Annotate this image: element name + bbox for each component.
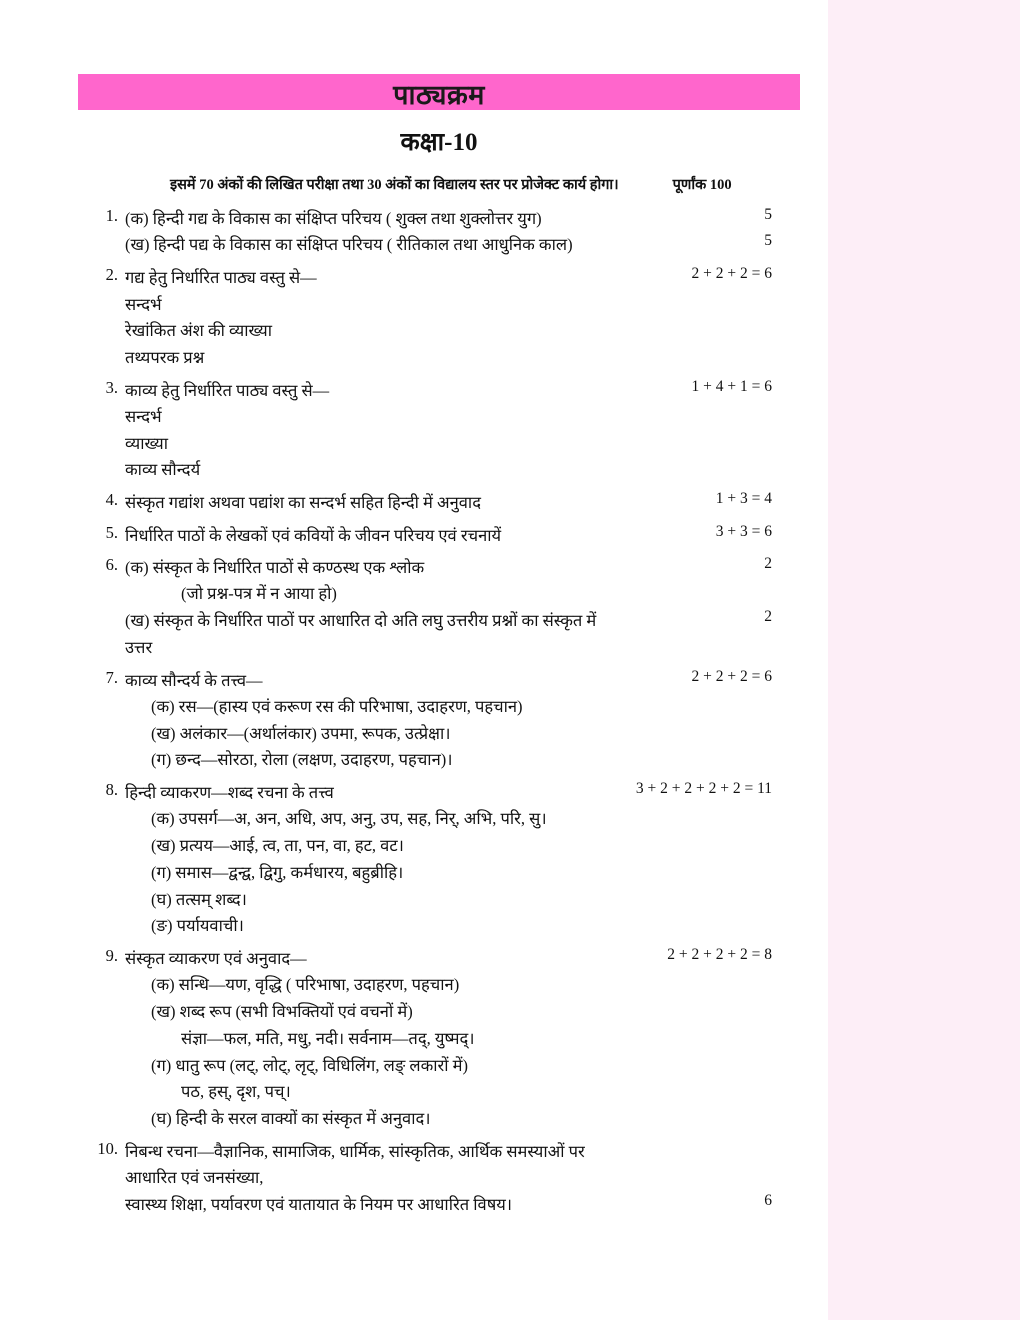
subitem-body xyxy=(125,887,622,914)
subitem-marks xyxy=(622,913,800,940)
syllabus-subrow xyxy=(78,457,800,484)
subitem-text: पठ, हस्, दृश, पच्। xyxy=(181,1082,291,1102)
subitem-marks xyxy=(622,747,800,774)
subitem-marks xyxy=(622,806,800,833)
subitem-marks xyxy=(622,999,800,1026)
subitem-body xyxy=(125,608,622,661)
item-number: 7. xyxy=(105,667,118,687)
item-marks: 2 xyxy=(764,554,772,572)
subitem-number-spacer xyxy=(78,860,125,887)
subitem-body xyxy=(125,292,622,319)
syllabus-subrow xyxy=(78,860,800,887)
page-title: पाठ्यक्रम xyxy=(393,80,485,110)
subitem-text: व्याख्या xyxy=(125,433,168,453)
subitem-body xyxy=(125,860,622,887)
subitem-number-spacer xyxy=(78,345,125,372)
syllabus-subrow xyxy=(78,404,800,431)
syllabus-subrow xyxy=(78,1106,800,1133)
syllabus-subrow xyxy=(78,608,800,661)
subitem-body xyxy=(125,404,622,431)
subitem-body xyxy=(125,1079,622,1106)
subitem-text: सन्दर्भ xyxy=(125,294,162,314)
subitem-body xyxy=(125,232,622,259)
subitem-number-spacer xyxy=(78,806,125,833)
subitem-body xyxy=(125,1053,622,1080)
subitem-number-spacer xyxy=(78,1106,125,1133)
item-body xyxy=(125,549,622,581)
subitem-number-spacer xyxy=(78,999,125,1026)
syllabus-row xyxy=(78,549,800,581)
syllabus-subrow xyxy=(78,318,800,345)
subitem-body xyxy=(125,972,622,999)
item-main-text: (क) हिन्दी गद्य के विकास का संक्षिप्त परिचय ( शुक्ल तथा शुक्लोत्तर युग) xyxy=(125,209,542,228)
item-main-text: निबन्ध रचना—वैज्ञानिक, सामाजिक, धार्मिक, सांस्कृतिक, आर्थिक समस्याओं पर आधारित एवं जनसंख्या, xyxy=(125,1141,585,1188)
item-body xyxy=(125,662,622,694)
syllabus-subrow xyxy=(78,747,800,774)
syllabus-subrow xyxy=(78,972,800,999)
title-banner xyxy=(78,74,800,110)
syllabus-subrow xyxy=(78,345,800,372)
item-marks: 2 + 2 + 2 = 6 xyxy=(691,667,772,685)
item-number: 5. xyxy=(105,522,118,542)
subitem-number-spacer xyxy=(78,232,125,259)
item-body xyxy=(125,774,622,806)
item-marks: 5 xyxy=(764,206,772,223)
page-margin-strip xyxy=(828,0,1020,1320)
subitem-body xyxy=(125,913,622,940)
subitem-body xyxy=(125,721,622,748)
subitem-marks: 6 xyxy=(764,1191,772,1209)
subitem-body xyxy=(125,694,622,721)
subitem-body xyxy=(125,581,622,608)
syllabus-row xyxy=(78,662,800,694)
subitem-body xyxy=(125,457,622,484)
subitem-marks xyxy=(622,581,800,608)
item-number: 6. xyxy=(105,554,118,574)
subitem-number-spacer xyxy=(78,1053,125,1080)
syllabus-subrow xyxy=(78,232,800,259)
item-number: 1. xyxy=(105,206,118,225)
subitem-number-spacer xyxy=(78,1026,125,1053)
subitem-text: सन्दर्भ xyxy=(125,407,162,427)
subitem-text: (ङ) पर्यायवाची। xyxy=(151,916,244,936)
item-marks: 1 + 4 + 1 = 6 xyxy=(691,377,772,395)
item-marks: 1 + 3 = 4 xyxy=(715,490,772,508)
item-main-text: निर्धारित पाठों के लेखकों एवं कवियों के जीवन परिचय एवं रचनायें xyxy=(125,525,502,545)
subitem-number-spacer xyxy=(78,581,125,608)
syllabus-subrow xyxy=(78,1053,800,1080)
subitem-marks xyxy=(622,972,800,999)
item-body xyxy=(125,517,622,549)
subitem-marks xyxy=(622,860,800,887)
subitem-body xyxy=(125,318,622,345)
subitem-text: (ख) शब्द रूप (सभी विभक्तियों एवं वचनों में) xyxy=(151,1002,413,1022)
subitem-text: (घ) तत्सम् शब्द। xyxy=(151,889,247,909)
subitem-text: (घ) हिन्दी के सरल वाक्यों का संस्कृत में अनुवाद। xyxy=(151,1109,431,1129)
subitem-marks xyxy=(622,1026,800,1053)
subitem-number-spacer xyxy=(78,404,125,431)
subitem-text: (क) उपसर्ग—अ, अन, अधि, अप, अनु, उप, सह, निर्, अभि, परि, सु। xyxy=(151,809,547,829)
subitem-number-spacer xyxy=(78,913,125,940)
subitem-marks xyxy=(622,431,800,458)
subitem-body xyxy=(125,1192,622,1219)
item-main-text: हिन्दी व्याकरण—शब्द रचना के तत्त्व xyxy=(125,783,334,803)
item-marks xyxy=(622,1133,800,1192)
item-main-text: संस्कृत व्याकरण एवं अनुवाद— xyxy=(125,949,307,969)
subitem-marks xyxy=(622,345,800,372)
total-marks-label: पूर्णांक 100 xyxy=(672,177,732,193)
syllabus-subrow xyxy=(78,1192,800,1219)
subitem-number-spacer xyxy=(78,292,125,319)
subitem-marks xyxy=(622,721,800,748)
subitem-number-spacer xyxy=(78,972,125,999)
subitem-number-spacer xyxy=(78,721,125,748)
item-body xyxy=(125,1133,622,1192)
item-marks: 2 + 2 + 2 = 6 xyxy=(691,265,772,283)
item-body xyxy=(125,259,622,291)
subitem-text: (क) रस—(हास्य एवं करूण रस की परिभाषा, उदाहरण, पहचान) xyxy=(151,696,523,716)
syllabus-subrow xyxy=(78,292,800,319)
syllabus-subrow xyxy=(78,1026,800,1053)
subitem-number-spacer xyxy=(78,747,125,774)
subitem-number-spacer xyxy=(78,431,125,458)
item-body xyxy=(125,206,622,232)
item-body xyxy=(125,484,622,516)
syllabus-row xyxy=(78,1133,800,1192)
item-main-text: संस्कृत गद्यांश अथवा पद्यांश का सन्दर्भ सहित हिन्दी में अनुवाद xyxy=(125,493,481,513)
item-number: 3. xyxy=(105,377,118,397)
syllabus-row xyxy=(78,484,800,516)
item-body xyxy=(125,940,622,972)
subitem-number-spacer xyxy=(78,457,125,484)
item-main-text: गद्य हेतु निर्धारित पाठ्य वस्तु से— xyxy=(125,268,317,288)
syllabus-subrow xyxy=(78,913,800,940)
item-main-text: काव्य सौन्दर्य के तत्त्व— xyxy=(125,670,263,690)
item-number: 10. xyxy=(97,1138,118,1158)
subitem-number-spacer xyxy=(78,1192,125,1219)
syllabus-subrow xyxy=(78,806,800,833)
subitem-text: (ख) हिन्दी पद्य के विकास का संक्षिप्त परिचय ( रीतिकाल तथा आधुनिक काल) xyxy=(125,235,573,255)
syllabus-subrow xyxy=(78,887,800,914)
syllabus-subrow xyxy=(78,1079,800,1106)
subitem-body xyxy=(125,999,622,1026)
subitem-number-spacer xyxy=(78,608,125,661)
subitem-body xyxy=(125,833,622,860)
subitem-text: (ग) छन्द—सोरठा, रोला (लक्षण, उदाहरण, पहचान)। xyxy=(151,750,453,770)
syllabus-row xyxy=(78,517,800,549)
subitem-text: (क) सन्धि—यण, वृद्धि ( परिभाषा, उदाहरण, पहचान) xyxy=(151,975,460,995)
subitem-text: संज्ञा—फल, मति, मधु, नदी। सर्वनाम—तद्, युष्मद्। xyxy=(181,1028,475,1048)
subitem-text: स्वास्थ्य शिक्षा, पर्यावरण एवं यातायात के नियम पर आधारित विषय। xyxy=(125,1194,513,1214)
exam-note-row xyxy=(78,174,800,194)
subitem-marks xyxy=(622,1106,800,1133)
item-main-text: (क) संस्कृत के निर्धारित पाठों से कण्ठस्थ एक श्लोक xyxy=(125,557,425,577)
item-number: 2. xyxy=(105,265,118,285)
item-number: 4. xyxy=(105,490,118,510)
subitem-text: रेखांकित अंश की व्याख्या xyxy=(125,321,272,341)
subitem-number-spacer xyxy=(78,833,125,860)
subitem-number-spacer xyxy=(78,1079,125,1106)
syllabus-subrow xyxy=(78,581,800,608)
syllabus-subrow xyxy=(78,694,800,721)
subitem-marks: 5 xyxy=(764,232,772,250)
item-body xyxy=(125,372,622,404)
subitem-text: (जो प्रश्न-पत्र में न आया हो) xyxy=(181,584,337,604)
class-subtitle: कक्षा-10 xyxy=(400,129,478,156)
subitem-number-spacer xyxy=(78,318,125,345)
syllabus-subrow xyxy=(78,721,800,748)
subitem-text: (ख) संस्कृत के निर्धारित पाठों पर आधारित दो अति लघु उत्तरीय प्रश्नों का संस्कृत में उत्तर xyxy=(125,611,597,657)
item-marks: 3 + 2 + 2 + 2 + 2 = 11 xyxy=(635,780,772,798)
subitem-body xyxy=(125,806,622,833)
subitem-body xyxy=(125,1026,622,1053)
subitem-marks xyxy=(622,318,800,345)
subitem-text: (ग) समास—द्वन्द्व, द्विगु, कर्मधारय, बहुब्रीहि। xyxy=(151,862,404,882)
subitem-text: (ग) धातु रूप (लट्, लोट्, लृट्, विधिलिंग, लङ् लकारों में) xyxy=(151,1055,469,1075)
syllabus-row xyxy=(78,372,800,404)
subitem-text: काव्य सौन्दर्य xyxy=(125,460,201,480)
subitem-body xyxy=(125,345,622,372)
item-number: 9. xyxy=(105,946,118,966)
subitem-body xyxy=(125,747,622,774)
subitem-marks xyxy=(622,1053,800,1080)
subitem-body xyxy=(125,431,622,458)
subitem-number-spacer xyxy=(78,694,125,721)
item-main-text: काव्य हेतु निर्धारित पाठ्य वस्तु से— xyxy=(125,380,330,400)
syllabus-table xyxy=(78,206,800,1218)
exam-note-text: इसमें 70 अंकों की लिखित परीक्षा तथा 30 अंकों का विद्यालय स्तर पर प्रोजेक्ट कार्य होगा। xyxy=(170,177,619,193)
subitem-body xyxy=(125,1106,622,1133)
syllabus-row xyxy=(78,774,800,806)
subitem-marks xyxy=(622,457,800,484)
syllabus-subrow xyxy=(78,833,800,860)
syllabus-subrow xyxy=(78,431,800,458)
subitem-marks: 2 xyxy=(764,608,772,626)
item-marks: 2 + 2 + 2 + 2 = 8 xyxy=(667,946,772,964)
syllabus-row xyxy=(78,940,800,972)
syllabus-row xyxy=(78,206,800,232)
subitem-text: तथ्यपरक प्रश्न xyxy=(125,347,205,367)
subitem-marks xyxy=(622,887,800,914)
syllabus-subrow xyxy=(78,999,800,1026)
syllabus-row xyxy=(78,259,800,291)
subitem-text: (ख) अलंकार—(अर्थालंकार) उपमा, रूपक, उत्प्रेक्षा। xyxy=(151,723,451,743)
subitem-marks xyxy=(622,833,800,860)
subitem-marks xyxy=(622,404,800,431)
document-content xyxy=(78,74,800,1218)
subitem-marks xyxy=(622,292,800,319)
subitem-number-spacer xyxy=(78,887,125,914)
item-marks: 3 + 3 = 6 xyxy=(715,522,772,540)
subitem-text: (ख) प्रत्यय—आई, त्व, ता, पन, वा, हट, वट। xyxy=(151,836,404,856)
subitem-marks xyxy=(622,694,800,721)
item-number: 8. xyxy=(105,780,118,800)
subitem-marks xyxy=(622,1079,800,1106)
